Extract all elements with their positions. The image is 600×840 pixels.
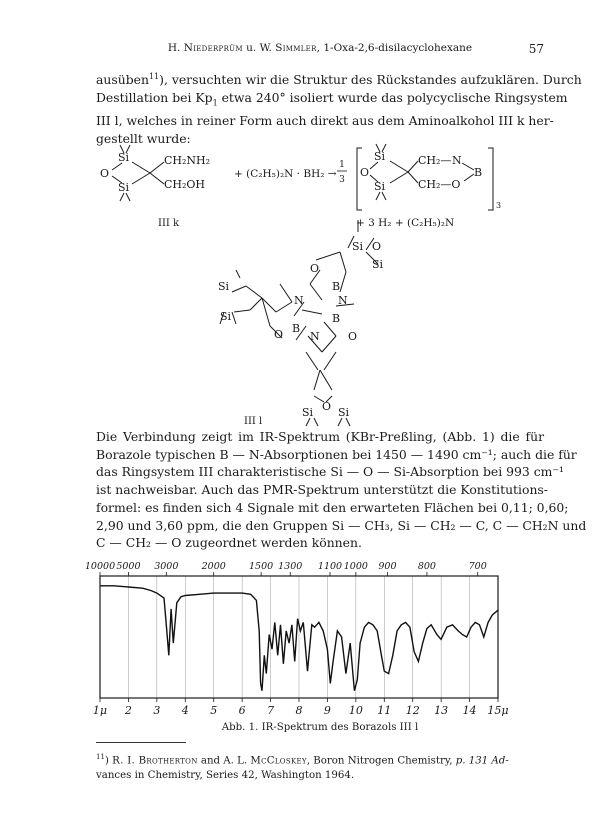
bottom-tick-label: 14 (462, 704, 477, 716)
n-atom: N (338, 294, 348, 307)
ir-line-5: formel: es finden sich 4 Signale mit den erwarteten Flächen bei 0,11; 0,60; (96, 499, 569, 515)
running-head-author1-initial: H. (167, 42, 184, 54)
o-atom: O (100, 167, 110, 180)
b-atom: B (292, 322, 301, 335)
si-atom: Si (302, 406, 314, 419)
footnote-marker: 11 (96, 753, 105, 761)
ir-line-4: ist nachweisbar. Auch das PMR-Spektrum unterstützt die Konstitutions- (96, 482, 548, 498)
footnote-author2: McCloskey (250, 755, 307, 767)
bottom-tick-label: 3 (153, 704, 161, 716)
o-atom: O (372, 240, 382, 253)
bottom-tick-label: 5 (210, 704, 218, 716)
b-atom: B (474, 166, 483, 179)
ir-spectrum-plot (86, 556, 526, 716)
ir-spectrum-chart (86, 556, 526, 716)
bottom-tick-label: 4 (181, 704, 189, 716)
top-tick-label: 1000 (343, 561, 368, 572)
page-number: 57 (528, 42, 544, 56)
running-head (96, 42, 544, 58)
product-ch2-n: CH₂— (418, 154, 452, 167)
footnote-author1: R. I. Brotherton (112, 755, 198, 767)
si-atom: Si (220, 310, 232, 323)
top-tick-label: 1100 (317, 561, 343, 572)
label-iii-k: III k (158, 218, 180, 229)
bottom-tick-label: 11 (377, 704, 392, 716)
paragraph-intro (96, 68, 582, 147)
footnote-and: and A. L. (197, 755, 251, 767)
o-atom: O (322, 400, 332, 413)
si-atom: Si (118, 151, 130, 164)
caption-prefix: Abb. 1. (221, 722, 262, 733)
running-head-title: , 1-Oxa-2,6-disilacyclohexane (316, 42, 473, 54)
footnote-text2: vances in Chemistry, Series 42, Washington 1964. (96, 769, 355, 781)
b-atom: B (332, 312, 341, 325)
top-tick-label: 900 (378, 561, 397, 572)
intro-line-2: Destillation bei $Kp_1$ etwa 240° isoliert wurde das polycyclische Ringsystem (96, 89, 568, 108)
scheme-drawing (96, 140, 544, 430)
bottom-tick-label: 7 (267, 704, 275, 716)
bottom-tick-label: 2 (124, 704, 132, 716)
product-ch2-o: CH₂—O (418, 178, 461, 191)
running-head-author1: Niederprüm (183, 42, 243, 54)
si-atom: Si (372, 258, 384, 271)
top-tick-label: 10000 (86, 561, 116, 572)
footnote-text1: , Boron Nitrogen Chemistry, (306, 755, 456, 767)
bottom-tick-label: 10 (348, 704, 363, 716)
top-tick-label: 1300 (278, 561, 303, 572)
top-tick-label: 2000 (201, 561, 226, 572)
byproducts: + 3 H₂ + (C₂H₅)₂N (356, 217, 455, 229)
intro-line-4: gestellt wurde: (96, 130, 191, 146)
ir-line-1: Die Verbindung zeigt im IR-Spektrum (KBr-Preßling, (Abb. 1) die für (96, 429, 544, 444)
fraction-denominator: 3 (339, 175, 345, 185)
running-head-connector: u. W. (242, 42, 276, 54)
n-atom: N (310, 330, 320, 343)
bottom-tick-label: 1μ (92, 704, 108, 716)
n-atom: N (452, 154, 462, 167)
figure-caption (96, 722, 544, 733)
caption-text: IR-Spektrum des Borazols III l (261, 722, 419, 733)
top-tick-label: 5000 (116, 561, 141, 572)
footnote: $^{11}$) R. I. Brotherton and A. L. McCloskey, Boron Nitrogen Chemistry, p. 131 Ad- vances in Chemistry, Series 42, Washington 1964. (96, 753, 509, 781)
bottom-tick-label: 15μ (487, 704, 509, 716)
b-atom: B (332, 280, 341, 293)
o-atom: O (348, 330, 358, 343)
intro-line-3: III l, welches in reiner Form auch direkt aus dem Aminoalkohol III k her- (96, 113, 554, 128)
hydroxymethyl-group: CH₂OH (164, 178, 206, 191)
bottom-tick-label: 8 (295, 704, 303, 716)
si-atom: Si (374, 150, 386, 163)
si-atom: Si (338, 406, 350, 419)
si-atom: Si (352, 240, 364, 253)
label-iii-l: III l (244, 416, 263, 427)
bottom-tick-label: 6 (238, 704, 246, 716)
si-atom: Si (118, 181, 130, 194)
footnote-italic: p. 131 Ad- (455, 755, 509, 767)
bottom-tick-label: 12 (405, 704, 420, 716)
reaction-scheme (96, 140, 544, 430)
top-tick-label: 800 (417, 561, 436, 572)
ir-line-6: 2,90 und 3,60 ppm, die den Gruppen Si — CH₃, Si — CH₂ — C, C — CH₂N und (96, 517, 587, 533)
top-tick-label: 700 (468, 561, 487, 572)
running-head-author2: Simmler (275, 42, 317, 54)
bottom-tick-label: 9 (323, 704, 331, 716)
top-tick-label: 1500 (249, 561, 274, 572)
o-atom: O (310, 262, 320, 275)
ir-line-7: C — CH₂ — O zugeordnet werden können. (96, 535, 362, 551)
ir-line-2: Borazole typischen B — N-Absorptionen bei 1450 — 1490 cm⁻¹; auch die für (96, 446, 577, 462)
ir-line-3: das Ringsystem III charakteristische Si — O — Si-Absorption bei 993 cm⁻¹ (96, 464, 564, 480)
o-atom: O (274, 328, 284, 341)
si-atom: Si (218, 280, 230, 293)
n-atom: N (294, 294, 304, 307)
intro-line-1: ausüben$^{11}$), versuchten wir die Struktur des Rückstandes aufzuklären. Durch (96, 72, 582, 88)
si-atom: Si (374, 180, 386, 193)
o-atom: O (360, 166, 370, 179)
paragraph-ir-discussion (96, 428, 587, 552)
bottom-tick-label: 13 (434, 704, 449, 716)
footnote-rule (96, 742, 186, 743)
fraction-numerator: 1 (339, 160, 345, 170)
reagent: + (C₂H₅)₂N · BH₂ → (234, 168, 337, 180)
bracket-subscript: 3 (496, 201, 502, 210)
amine-group: CH₂NH₂ (164, 154, 211, 167)
top-tick-label: 3000 (154, 561, 179, 572)
